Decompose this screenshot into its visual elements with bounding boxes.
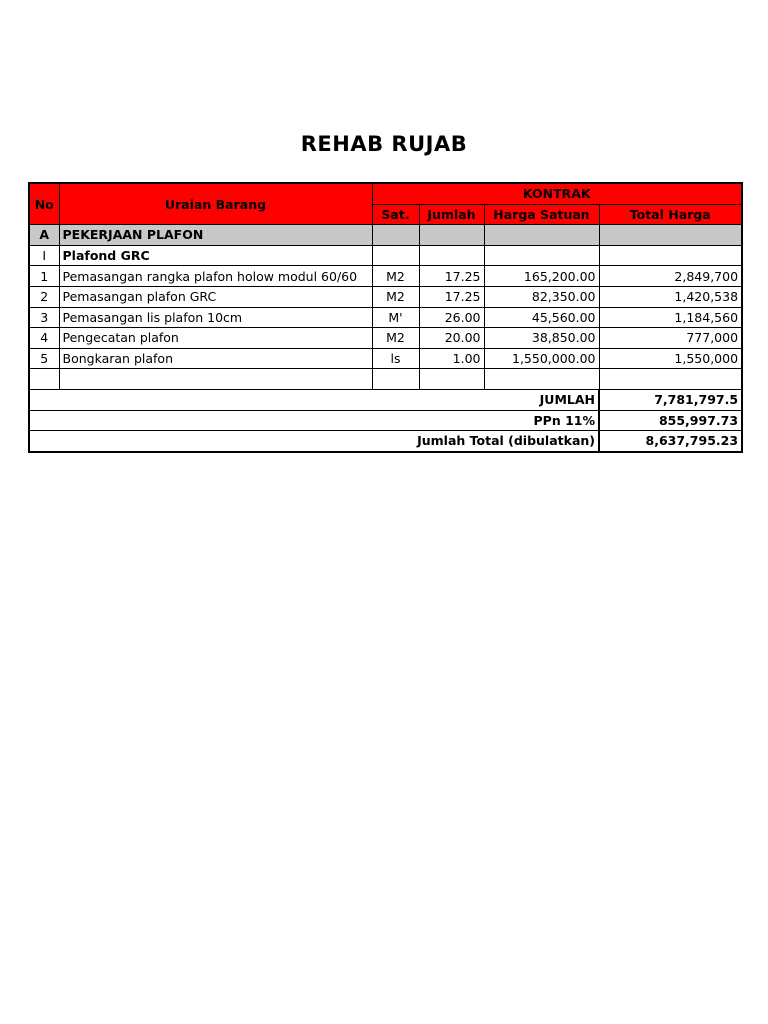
jumlah-value: 7,781,797.5	[599, 389, 742, 410]
total-value: 8,637,795.23	[599, 431, 742, 452]
item-jumlah: 20.00	[419, 328, 484, 349]
total-row	[29, 431, 742, 452]
item-sat: M2	[372, 328, 419, 349]
item-uraian: Pemasangan lis plafon 10cm	[59, 307, 372, 328]
item-total: 2,849,700	[599, 266, 742, 287]
item-harga: 38,850.00	[484, 328, 599, 349]
empty-row	[29, 369, 742, 390]
item-total: 1,420,538	[599, 286, 742, 307]
header-uraian: Uraian Barang	[59, 183, 372, 225]
jumlah-row	[29, 389, 742, 410]
subsection-no: I	[29, 245, 59, 266]
item-harga: 45,560.00	[484, 307, 599, 328]
item-total: 1,184,560	[599, 307, 742, 328]
item-no: 4	[29, 328, 59, 349]
table-row	[29, 328, 742, 349]
item-harga: 1,550,000.00	[484, 348, 599, 369]
item-jumlah: 26.00	[419, 307, 484, 328]
item-sat: M'	[372, 307, 419, 328]
item-jumlah: 17.25	[419, 266, 484, 287]
item-uraian: Pemasangan rangka plafon holow modul 60/60	[59, 266, 372, 287]
section-no: A	[29, 225, 59, 246]
section-row	[29, 225, 742, 246]
header-sat: Sat.	[372, 204, 419, 225]
item-no: 5	[29, 348, 59, 369]
item-uraian: Bongkaran plafon	[59, 348, 372, 369]
header-jumlah: Jumlah	[419, 204, 484, 225]
item-total: 1,550,000	[599, 348, 742, 369]
item-total: 777,000	[599, 328, 742, 349]
ppn-value: 855,997.73	[599, 410, 742, 431]
header-total-harga: Total Harga	[599, 204, 742, 225]
subsection-row	[29, 245, 742, 266]
header-row-1	[29, 183, 742, 204]
header-kontrak: KONTRAK	[372, 183, 742, 204]
page-title: REHAB RUJAB	[300, 132, 468, 156]
header-no: No	[29, 183, 59, 225]
section-label: PEKERJAAN PLAFON	[59, 225, 372, 246]
item-harga: 165,200.00	[484, 266, 599, 287]
item-sat: M2	[372, 286, 419, 307]
item-harga: 82,350.00	[484, 286, 599, 307]
item-sat: ls	[372, 348, 419, 369]
header-harga-satuan: Harga Satuan	[484, 204, 599, 225]
jumlah-label: JUMLAH	[29, 389, 599, 410]
item-no: 1	[29, 266, 59, 287]
item-sat: M2	[372, 266, 419, 287]
table-row	[29, 348, 742, 369]
item-jumlah: 17.25	[419, 286, 484, 307]
ppn-label: PPn 11%	[29, 410, 599, 431]
subsection-label: Plafond GRC	[59, 245, 372, 266]
cost-table	[28, 182, 743, 453]
item-no: 3	[29, 307, 59, 328]
item-no: 2	[29, 286, 59, 307]
item-jumlah: 1.00	[419, 348, 484, 369]
table-row	[29, 307, 742, 328]
ppn-row	[29, 410, 742, 431]
table-row	[29, 266, 742, 287]
item-uraian: Pemasangan plafon GRC	[59, 286, 372, 307]
total-label: Jumlah Total (dibulatkan)	[29, 431, 599, 452]
item-uraian: Pengecatan plafon	[59, 328, 372, 349]
table-row	[29, 286, 742, 307]
